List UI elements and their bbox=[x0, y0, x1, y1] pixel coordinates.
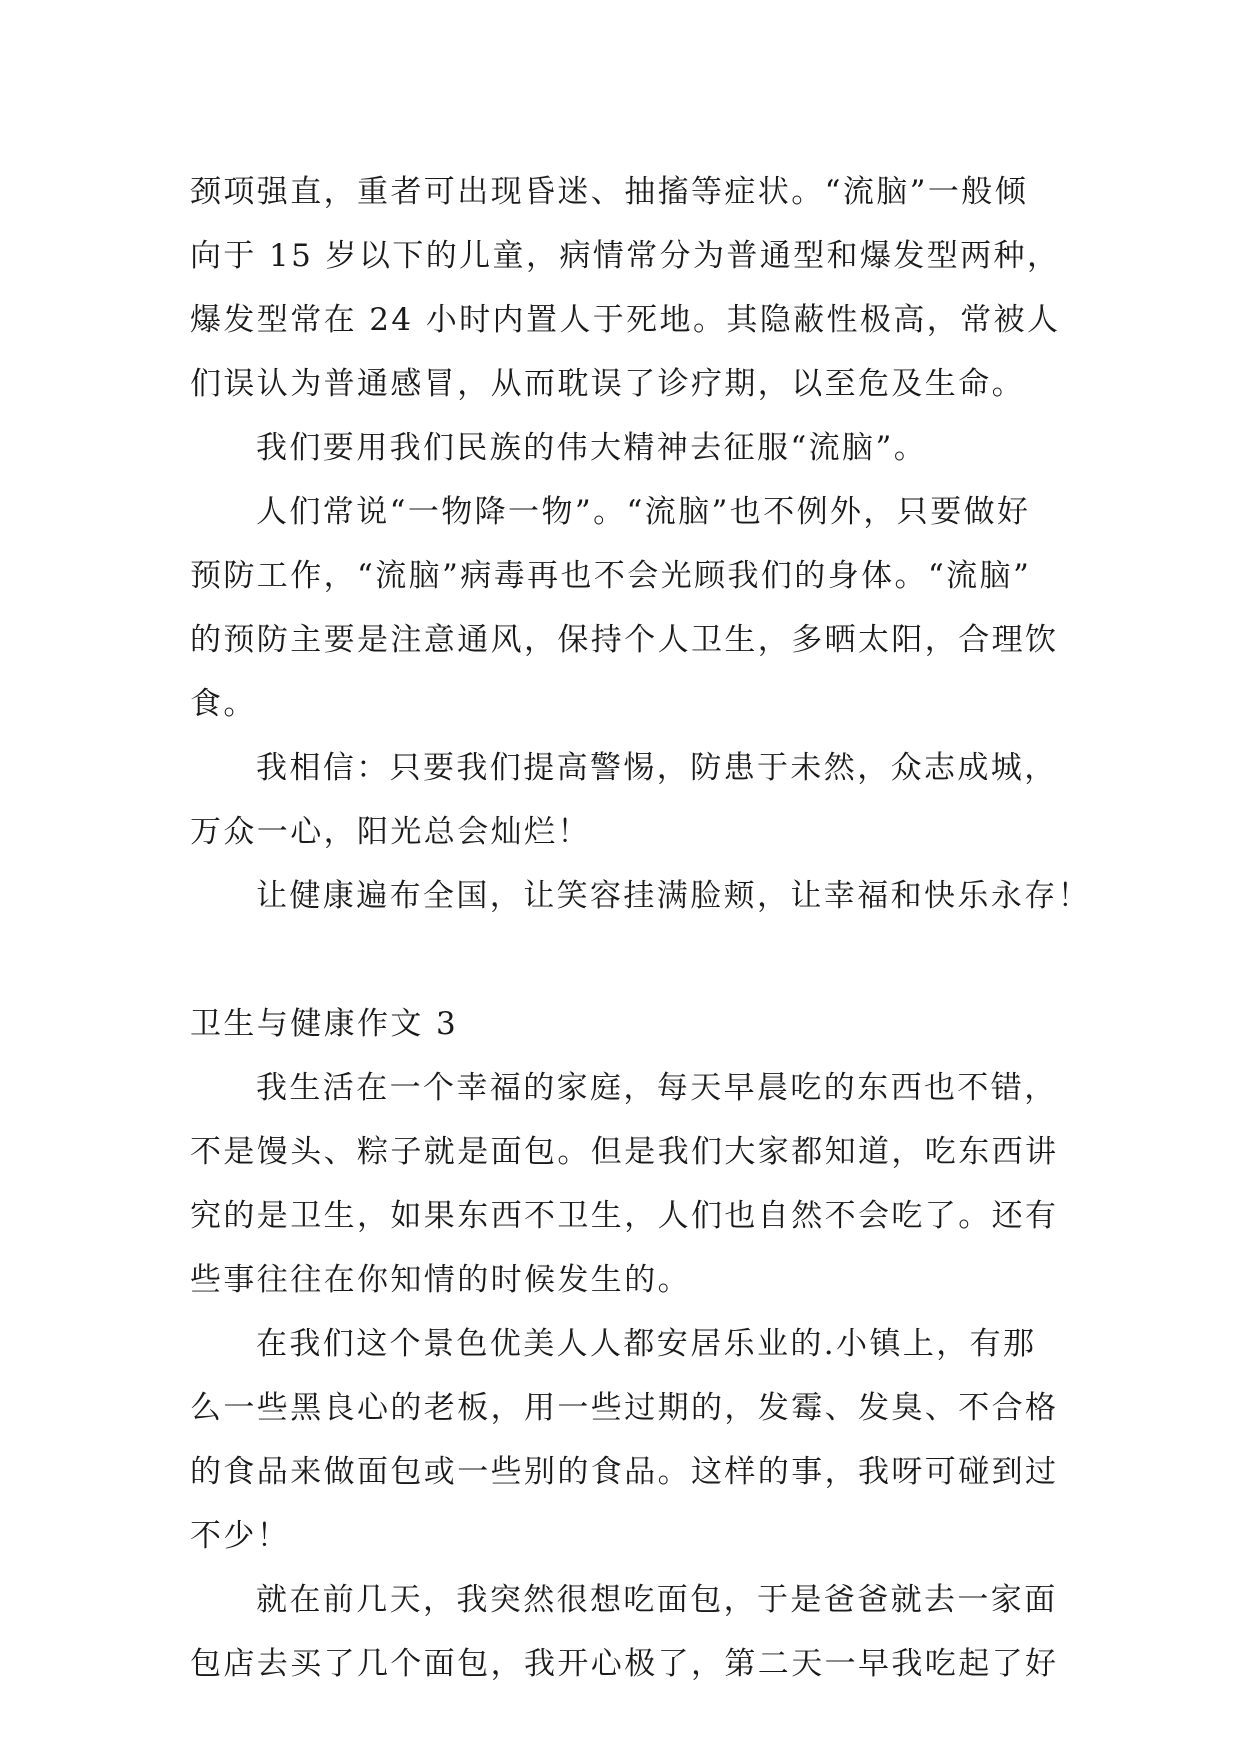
paragraph-line: 我生活在一个幸福的家庭，每天早晨吃的东西也不错， bbox=[256, 1070, 1058, 1106]
paragraph-line: 就在前几天，我突然很想吃面包，于是爸爸就去一家面 bbox=[256, 1582, 1058, 1618]
paragraph-line: 在我们这个景色优美人人都安居乐业的.小镇上，有那 bbox=[256, 1326, 1037, 1362]
paragraph-line: 么一些黑良心的老板，用一些过期的，发霉、发臭、不合格 bbox=[190, 1390, 1059, 1426]
paragraph-line: 我相信：只要我们提高警惕，防患于未然，众志成城， bbox=[256, 750, 1058, 786]
section-spacer bbox=[190, 928, 1050, 992]
paragraph-line: 究的是卫生，如果东西不卫生，人们也自然不会吃了。还有 bbox=[190, 1198, 1059, 1234]
paragraph-line: 些事往往在你知情的时候发生的。 bbox=[190, 1262, 691, 1298]
paragraph-line: 万众一心，阳光总会灿烂！ bbox=[190, 814, 591, 850]
paragraph-line: 的预防主要是注意通风，保持个人卫生，多晒太阳，合理饮 bbox=[190, 622, 1059, 658]
paragraph-line: 人们常说“一物降一物”。“流脑”也不例外，只要做好 bbox=[256, 494, 1031, 530]
paragraph-line: 颈项强直，重者可出现昏迷、抽搐等症状。“流脑”一般倾 bbox=[190, 174, 1029, 210]
document-body bbox=[190, 160, 1091, 1696]
paragraph-line: 预防工作，“流脑”病毒再也不会光顾我们的身体。“流脑” bbox=[190, 558, 1032, 594]
paragraph-line: 食。 bbox=[190, 686, 257, 722]
paragraph-line: 不是馒头、粽子就是面包。但是我们大家都知道，吃东西讲 bbox=[190, 1134, 1059, 1170]
paragraph-line: 的食品来做面包或一些别的食品。这样的事，我呀可碰到过 bbox=[190, 1454, 1059, 1490]
paragraph-line: 向于 15 岁以下的儿童，病情常分为普通型和爆发型两种， bbox=[190, 238, 1061, 274]
paragraph-line: 让健康遍布全国，让笑容挂满脸颊，让幸福和快乐永存！ bbox=[256, 878, 1091, 914]
paragraph-line: 不少！ bbox=[190, 1518, 291, 1554]
section-title: 卫生与健康作文 3 bbox=[190, 1006, 459, 1042]
paragraph-line: 们误认为普通感冒，从而耽误了诊疗期，以至危及生命。 bbox=[190, 366, 1025, 402]
paragraph-line: 包店去买了几个面包，我开心极了，第二天一早我吃起了好 bbox=[190, 1646, 1059, 1682]
paragraph-line: 爆发型常在 24 小时内置人于死地。其隐蔽性极高，常被人 bbox=[190, 302, 1061, 338]
paragraph-line: 我们要用我们民族的伟大精神去征服“流脑”。 bbox=[256, 430, 928, 466]
